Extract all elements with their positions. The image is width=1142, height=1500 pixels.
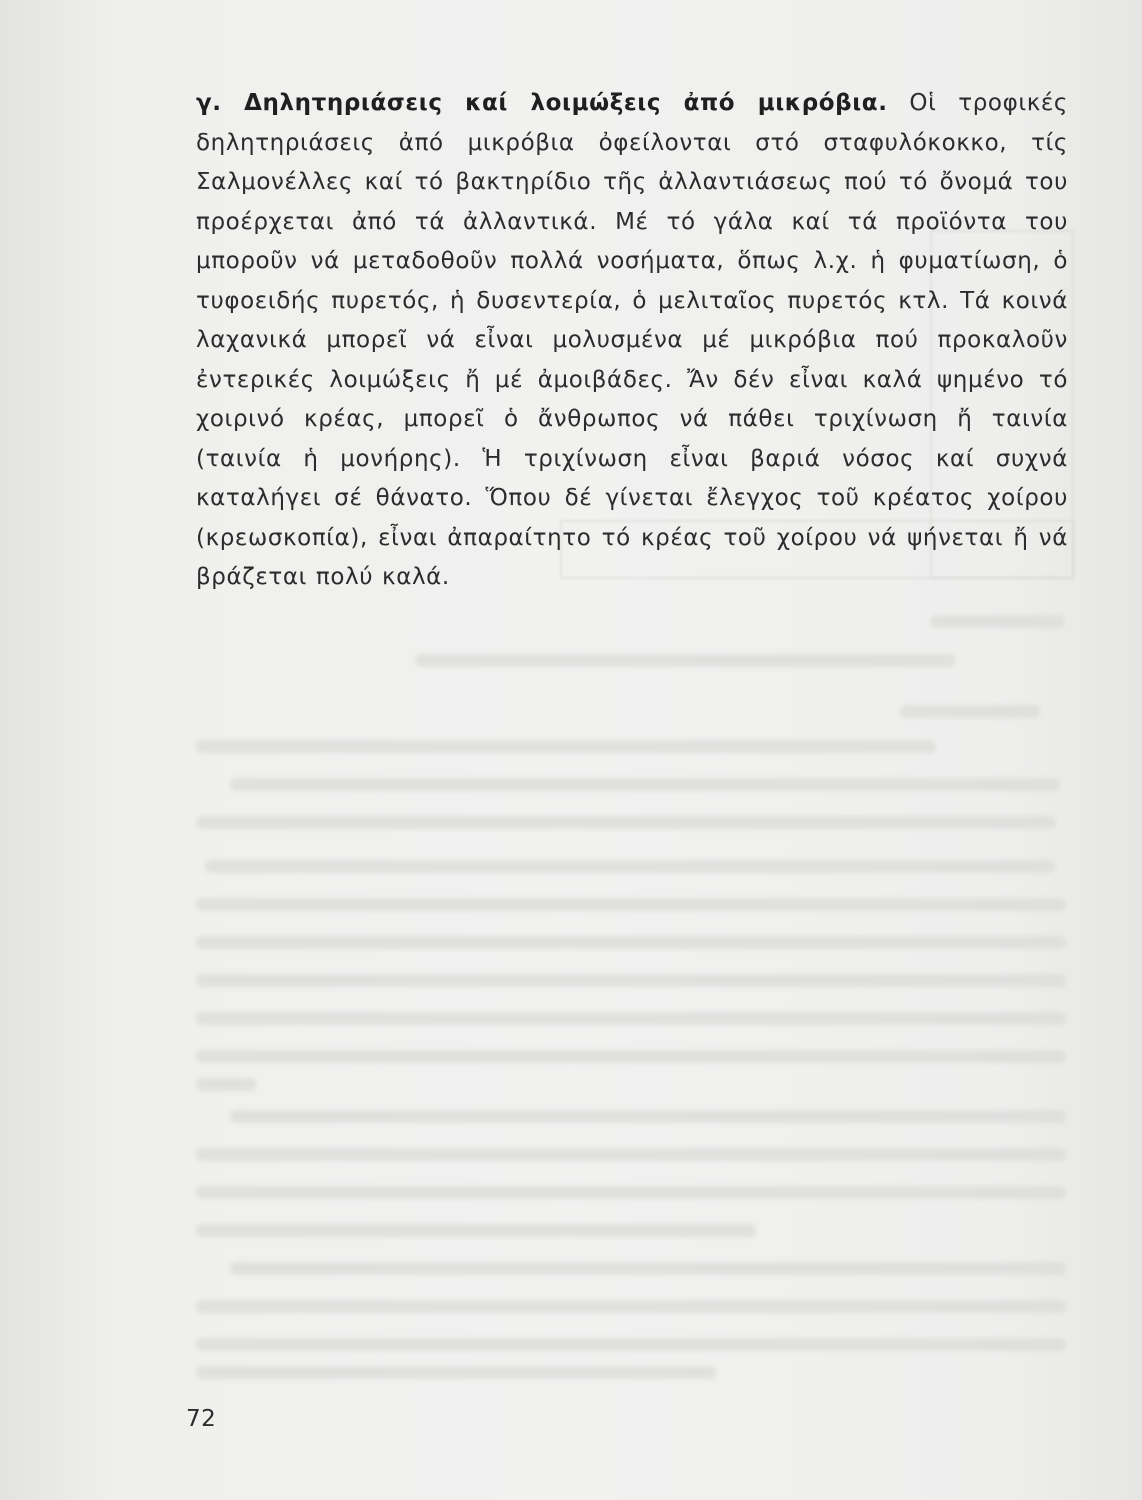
section-body: Οἱ τροφικές δηλητηριάσεις ἀπό μικρόβια ὀφείλονται στό σταφυλόκοκκο, τίς Σαλμονέλλες καί τό βακτηρίδιο τῆς ἀλλαντιάσεως πού τό ὄνομά του προέρχεται ἀπό τά ἀλλαντικά. Μέ τό γάλα καί τά προϊόντα του μποροῦν νά μεταδοθοῦν πολλά νοσήματα, ὅπως λ.χ. ἡ φυματίωση, ὁ τυφοειδής πυρετός, ἡ δυσεντερία, ὁ μελιταῖος πυρετός κτλ. Τά κοινά λαχανικά μπορεῖ νά εἶναι μολυσμένα μέ μικρόβια πού προκαλοῦν ἐντερικές λοιμώξεις ἤ μέ ἀμοιβάδες. Ἄν δέν εἶναι καλά ψημένο τό χοιρινό κρέας, μπορεῖ ὁ ἄνθρωπος νά πάθει τριχίνωση ἤ ταινία (ταινία ἡ μονήρης). Ἡ τριχίνωση εἶναι βαριά νόσος καί συχνά καταλήγει σέ θάνατο. Ὅπου δέ γίνεται ἔλεγχος τοῦ κρέατος χοίρου (κρεωσκοπία), εἶναι ἀπαραίτητο τό κρέας τοῦ χοίρου νά ψήνεται ἤ νά βράζεται πολύ καλά.: [196, 90, 1069, 590]
page-number: 72: [186, 1406, 217, 1432]
section-paragraph: [196, 84, 1068, 598]
section-heading: γ. Δηλητηριάσεις καί λοιμώξεις ἀπό μικρόβια.: [196, 90, 888, 116]
